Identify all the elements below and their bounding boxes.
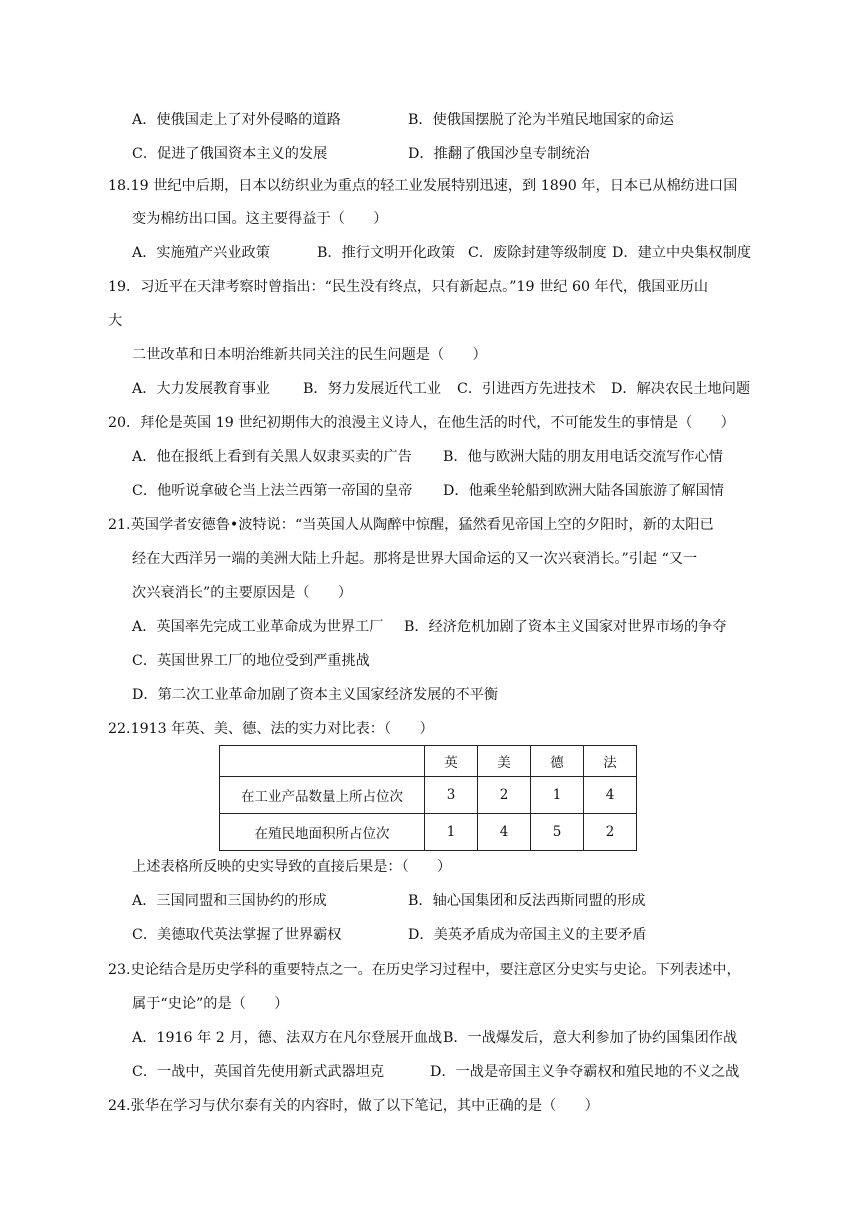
q23-option-b: B．一战爆发后，意大利参加了协约国集团作战 [443,1030,738,1046]
q18-stem-line1: 18.19 世纪中后期，日本以纺织业为重点的轻工业发展特别迅速，到 1890 年，日本已从棉纺进口国 [108,178,738,194]
q17-option-b: B．使俄国摆脱了沦为半殖民地国家的命运 [408,112,674,128]
q23-option-a: A．1916 年 2 月，德、法双方在凡尔登展开血战 [132,1030,443,1046]
q19-option-c: C．引进西方先进技术 [457,381,596,397]
q21-stem-line1: 21.英国学者安德鲁•波特说：“当英国人从陶醉中惊醒，猛然看见帝国上空的夕阳时，新的太阳已 [108,517,714,533]
table-header-cell: 英 [425,746,478,777]
q22-option-a: A．三国同盟和三国协约的形成 [132,893,327,909]
q21-option-d: D．第二次工业革命加剧了资本主义国家经济发展的不平衡 [132,687,499,703]
q22-option-d: D．美英矛盾成为帝国主义的主要矛盾 [408,927,647,943]
q21-option-a: A．英国率先完成工业革命成为世界工厂 [132,619,384,635]
table-cell: 4 [584,777,637,814]
table-header-cell: 法 [584,746,637,777]
table-header-cell: 德 [531,746,584,777]
q22-stem-line2: 上述表格所反映的史实导致的直接后果是：（ ） [132,859,452,875]
table-row [220,814,637,851]
table-cell: 4 [478,814,531,851]
table-cell: 1 [531,777,584,814]
q20-option-b: B．他与欧洲大陆的朋友用电话交流写作心情 [443,449,723,465]
table-header-cell [220,746,425,777]
q23-option-c: C．一战中，英国首先使用新式武器坦克 [132,1064,385,1080]
table-cell: 1 [425,814,478,851]
table-header-row [220,746,637,777]
q23-stem-line2: 属于“史论”的是（ ） [132,996,289,1012]
q18-option-c: C．废除封建等级制度 [468,245,607,261]
table-cell: 5 [531,814,584,851]
q21-stem-line2: 经在大西洋另一端的美洲大陆上升起。那将是世界大国命运的又一次兴衰消长。”引起 “又一 [132,551,698,567]
q18-option-b: B．推行文明开化政策 [317,245,456,261]
table-cell: 3 [425,777,478,814]
q21-stem-line3: 次兴衰消长”的主要原因是（ ） [132,585,353,601]
q21-option-c: C．英国世界工厂的地位受到严重挑战 [132,653,370,669]
q22-stem-line1: 22.1913 年英、美、德、法的实力对比表：（ ） [108,721,434,737]
table-row [220,777,637,814]
q20-option-c: C．他听说拿破仑当上法兰西第一帝国的皇帝 [132,483,413,499]
q18-option-a: A．实施殖产兴业政策 [132,245,270,261]
q17-option-d: D．推翻了俄国沙皇专制统治 [408,146,590,162]
q24-stem-line1: 24.张华在学习与伏尔泰有关的内容时，做了以下笔记，其中正确的是（ ） [108,1098,599,1114]
q20-option-d: D．他乘坐轮船到欧洲大陆各国旅游了解国情 [443,483,724,499]
q23-option-d: D．一战是帝国主义争夺霸权和殖民地的不义之战 [430,1064,740,1080]
q20-option-a: A．他在报纸上看到有关黑人奴隶买卖的广告 [132,449,412,465]
q21-option-b: B．经济危机加剧了资本主义国家对世界市场的争夺 [404,619,727,635]
table-cell: 2 [584,814,637,851]
table-row-label: 在殖民地面积所占位次 [220,814,425,851]
q19-stem-line2: 大 [108,313,123,329]
table-cell: 2 [478,777,531,814]
q19-option-a: A．大力发展教育事业 [132,381,270,397]
table-header-cell: 美 [478,746,531,777]
table-row-label: 在工业产品数量上所占位次 [220,777,425,814]
q20-stem-line1: 20．拜伦是英国 19 世纪初期伟大的浪漫主义诗人，在他生活的时代，不可能发生的事情是（ ） [108,415,735,431]
q19-option-d: D．解决农民土地问题 [611,381,751,397]
power-comparison-table [219,745,637,851]
q22-option-b: B．轴心国集团和反法西斯同盟的形成 [408,893,646,909]
q17-option-c: C．促进了俄国资本主义的发展 [132,146,328,162]
q19-option-b: B．努力发展近代工业 [303,381,442,397]
q19-stem-line1: 19．习近平在天津考察时曾指出：“民生没有终点，只有新起点。”19 世纪 60 年代，俄国亚历山 [108,279,709,295]
q18-option-d: D．建立中央集权制度 [612,245,752,261]
q17-option-a: A．使俄国走上了对外侵略的道路 [132,112,341,128]
q18-stem-line2: 变为棉纺出口国。这主要得益于（ ） [132,211,388,227]
q19-stem-line3: 二世改革和日本明治维新共同关注的民生问题是（ ） [132,347,487,363]
q22-option-c: C．美德取代英法掌握了世界霸权 [132,927,342,943]
q23-stem-line1: 23.史论结合是历史学科的重要特点之一。在历史学习过程中，要注意区分史实与史论。下列表述中， [108,962,741,978]
